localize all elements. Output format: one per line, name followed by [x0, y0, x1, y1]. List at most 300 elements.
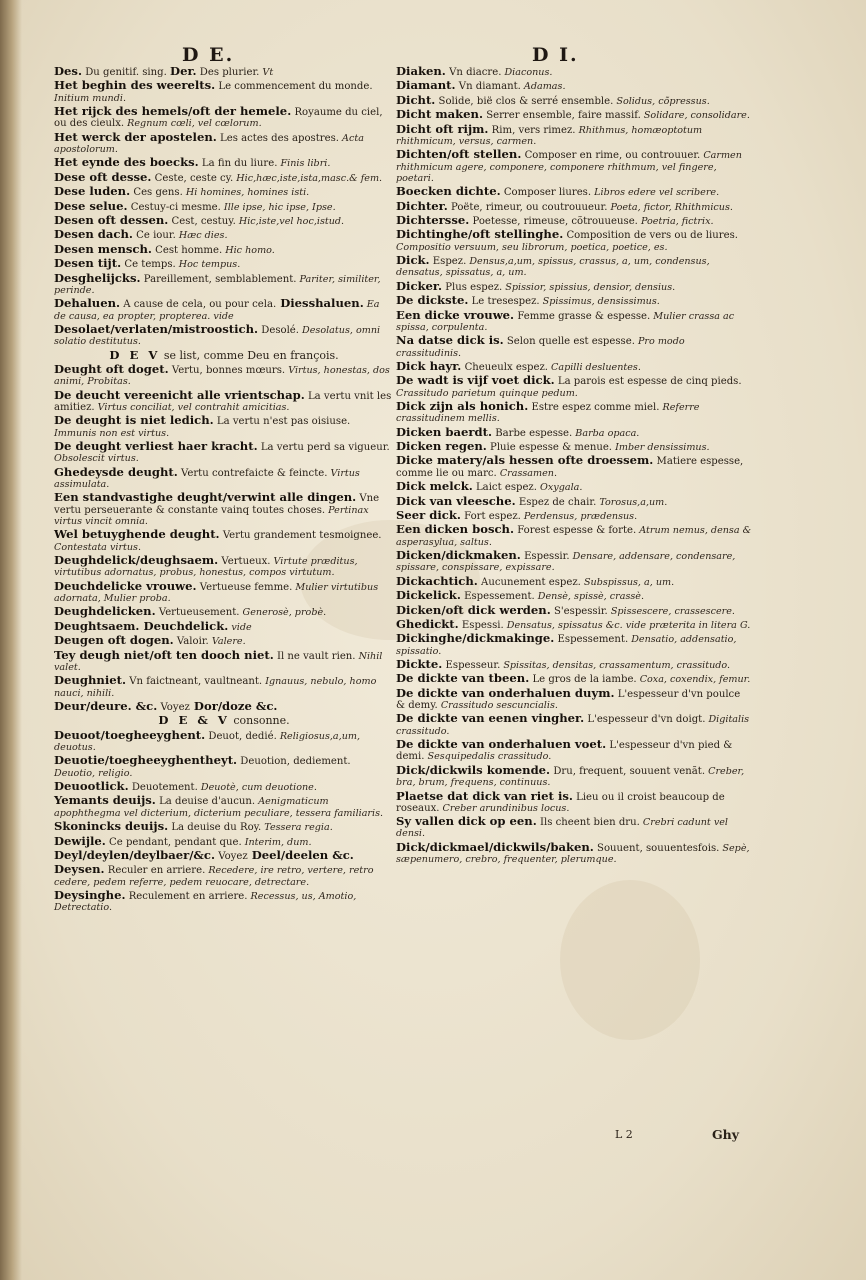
headword: Dor/doze &c.: [189, 698, 278, 713]
latin-gloss: Initium mundi.: [54, 92, 126, 104]
headword: Deugen oft dogen.: [54, 633, 174, 648]
headword: Het eynde des boecks.: [54, 155, 199, 170]
french-gloss: Dru, frequent, souuent venãt.: [550, 765, 706, 777]
headword: Na datse dick is.: [396, 333, 504, 348]
dictionary-entry: [54, 415, 394, 439]
headword: Dick zijn als honich.: [396, 399, 529, 414]
latin-gloss: Atrum nemus, densa & asperasylua, saltus.: [396, 525, 752, 548]
running-head-left: D E.: [182, 44, 235, 66]
latin-gloss: Capilli desluentes.: [547, 361, 641, 373]
french-gloss: Rim, vers rimez.: [488, 124, 576, 136]
headword: Een standvastighe deught/verwint alle dingen.: [54, 490, 357, 505]
french-gloss: La vertu perd sa vigueur.: [257, 442, 390, 453]
french-gloss: La vertu n'est pas oisiuse.: [213, 416, 351, 428]
french-gloss: se list, comme Deu en françois.: [160, 348, 339, 362]
french-gloss: Vn diacre.: [445, 67, 502, 78]
latin-gloss: Carmen rhithmicum agere, componere, componere rhithmum, vel fingere, poetari.: [396, 150, 742, 184]
latin-gloss: Torosus,a,um.: [596, 496, 668, 508]
latin-gloss: Spissitas, densitas, crassamentum, crassitudo.: [500, 659, 731, 671]
dictionary-entry: [396, 335, 752, 359]
latin-gloss: Ea de causa, ea propter, propterea. vide: [54, 299, 380, 322]
headword: Deuchdelicke vrouwe.: [54, 578, 197, 593]
dictionary-entry: [54, 847, 394, 862]
french-gloss: Pluie espesse & menue.: [486, 442, 613, 454]
section-heading: [54, 715, 394, 726]
dictionary-entry: [396, 92, 752, 107]
dictionary-entry: [396, 186, 752, 198]
dictionary-entry: [396, 109, 752, 121]
headword: Desen mensch.: [54, 241, 152, 256]
latin-gloss: Virtus assimulata.: [54, 467, 360, 490]
headword: Dicken/dickmaken.: [396, 548, 521, 563]
french-gloss: Voyez: [215, 850, 248, 862]
dictionary-entry: [54, 864, 394, 888]
french-gloss: Vne vertu perseuerante & constante vainq toutes choses.: [54, 493, 380, 516]
headword: Het werck der apostelen.: [54, 129, 217, 144]
latin-gloss: Referre crassitudinem mellis.: [396, 402, 700, 425]
latin-gloss: Spissescere, crassescere.: [607, 605, 735, 617]
latin-gloss: Spissimus, densissimus.: [539, 296, 660, 308]
headword: Deyl/deylen/deylbaer/&c.: [54, 847, 215, 862]
headword: Dewijle.: [54, 833, 106, 848]
dictionary-entry: [396, 121, 752, 148]
dictionary-entry: [54, 698, 394, 713]
french-gloss: Composer en rime, ou controuuer.: [521, 150, 701, 162]
latin-gloss: Aenigmaticum apophthegma vel dicterium, dicterium peculiare, tessera familiaris.: [54, 796, 384, 819]
latin-gloss: Libros edere vel scribere.: [591, 187, 720, 199]
headword: Deur/deure. &c.: [54, 698, 158, 713]
dictionary-entry: [396, 198, 752, 213]
headword: Dichten/oft stellen.: [396, 147, 522, 162]
french-gloss: Espessi.: [458, 619, 504, 631]
latin-gloss: Vt: [259, 67, 274, 78]
latin-gloss: Hic,iste,vel hoc,istud.: [235, 216, 345, 228]
signature-mark: L 2: [615, 1128, 633, 1141]
french-gloss: La parois est espesse de cinq pieds.: [554, 376, 742, 388]
dictionary-entry: [54, 755, 394, 779]
dictionary-entry: [396, 375, 752, 399]
french-gloss: Il ne vault rien.: [273, 650, 356, 662]
headword: Het beghin des weerelts.: [54, 78, 216, 93]
headword: Deughdelicken.: [54, 604, 156, 619]
dictionary-entry: [396, 215, 752, 227]
dictionary-entry: [54, 578, 394, 605]
latin-gloss: Pertinax virtus vincit omnia.: [54, 504, 369, 527]
latin-gloss: Generosè, probè.: [239, 607, 327, 619]
french-gloss: Des plurier.: [196, 67, 260, 78]
headword: Deysen.: [54, 862, 105, 877]
headword: Dicht oft rijm.: [396, 121, 489, 136]
headword: Deuotie/toegheeyghentheyt.: [54, 753, 238, 768]
french-gloss: Deuotement.: [128, 782, 198, 794]
headword: Dicken regen.: [396, 439, 487, 454]
headword: De deught is niet ledich.: [54, 413, 214, 428]
dictionary-entry: [396, 573, 752, 588]
headword: Deught oft doget.: [54, 361, 169, 376]
dictionary-entry: [54, 270, 394, 297]
french-gloss: Le gros de la iambe.: [529, 674, 637, 686]
latin-gloss: Densus,a,um, spissus, crassus, a, um, condensus, densatus, spissatus, a, um.: [396, 256, 710, 279]
dictionary-entry: [54, 727, 394, 754]
latin-gloss: Creber, bra, brum, frequens, continuus.: [396, 765, 745, 789]
latin-gloss: Tessera regia.: [261, 822, 333, 834]
french-gloss: Lieu ou il croist beaucoup de roseaux.: [396, 791, 725, 814]
dictionary-entry: [54, 241, 394, 256]
latin-gloss: Contestata virtus.: [54, 541, 142, 553]
headword: Dick hayr.: [396, 358, 462, 373]
latin-gloss: Deuotè, cum deuotione.: [197, 782, 317, 794]
headword: Dick van vleesche.: [396, 493, 516, 508]
headword: Deughtsaem.: [54, 618, 140, 633]
dictionary-entry: [396, 255, 752, 279]
latin-gloss: Ignauus, nebulo, homo nauci, nihili.: [54, 676, 377, 699]
headword: Deysinghe.: [54, 887, 126, 902]
headword: Tey deugh niet/oft ten dooch niet.: [54, 647, 274, 662]
latin-gloss: Valere.: [208, 636, 246, 648]
dictionary-entry: [396, 229, 752, 253]
dictionary-entry: [54, 606, 394, 618]
headword: Yemants deuijs.: [54, 793, 156, 808]
latin-gloss: Mulier virtutibus adornata, Mulier proba.: [54, 581, 379, 605]
french-gloss: Vertueux.: [218, 556, 271, 568]
latin-gloss: Virtute præditus, virtutibus adornatus, probus, honestus, compos virtutum.: [54, 556, 358, 579]
headword: Dick/dickmael/dickwils/baken.: [396, 839, 594, 854]
dictionary-entry: [396, 307, 752, 334]
dictionary-entry: [54, 129, 394, 156]
dictionary-entry: [396, 816, 752, 840]
french-gloss: Vertueusement.: [155, 607, 240, 619]
headword: Wel betuyghende deught.: [54, 527, 220, 542]
dictionary-entry: [54, 821, 394, 833]
latin-gloss: Barba opaca.: [572, 427, 640, 439]
french-gloss: Espez.: [429, 256, 467, 268]
latin-gloss: Subspissus, a, um.: [580, 576, 675, 588]
french-gloss: Reculement en arriere.: [125, 890, 248, 902]
french-gloss: Deuotion, dediement.: [237, 756, 351, 768]
headword: Deuoot/toegheeyghent.: [54, 727, 206, 742]
latin-gloss: Acta apostolorum.: [54, 132, 364, 156]
latin-gloss: Nihil valet.: [54, 650, 383, 673]
headword: Desen oft dessen.: [54, 213, 169, 228]
french-gloss: Le tresespez.: [468, 296, 540, 308]
dictionary-entry: [396, 66, 752, 78]
latin-gloss: Immunis non est virtus.: [54, 427, 170, 439]
french-gloss: Aucunement espez.: [477, 576, 581, 588]
headword: Dicht.: [396, 92, 436, 107]
headword: Ghedeysde deught.: [54, 464, 178, 479]
french-gloss: Ce iour.: [132, 230, 176, 242]
dictionary-entry: [396, 455, 752, 479]
dictionary-entry: [396, 633, 752, 657]
headword: Dicker.: [396, 278, 443, 293]
dictionary-entry: [396, 401, 752, 425]
latin-gloss: Recessus, us, Amotio, Detrectatio.: [54, 890, 357, 914]
french-gloss: Ce pendant, pendant que.: [105, 836, 242, 848]
latin-gloss: Solidus, cõpressus.: [613, 95, 710, 107]
dictionary-entry: [54, 887, 394, 914]
latin-gloss: Digitalis crassitudo.: [396, 714, 750, 737]
dictionary-entry: [54, 66, 394, 78]
dictionary-entry: [54, 106, 394, 130]
dictionary-entry: [396, 839, 752, 866]
paper-stain: [560, 880, 700, 1040]
latin-gloss: Recedere, ire retro, vertere, retro cedere, pedem referre, pedem reuocare, detrectare.: [54, 865, 374, 888]
dictionary-entry: [396, 295, 752, 307]
latin-gloss: Finis libri.: [277, 158, 331, 170]
headword: Dick.: [396, 253, 430, 268]
french-gloss: Estre espez comme miel.: [528, 402, 660, 414]
french-gloss: Vertueuse femme.: [196, 581, 293, 593]
latin-gloss: Pariter, similiter, perinde.: [54, 273, 381, 296]
french-gloss: Espesseur.: [442, 659, 501, 671]
dictionary-entry: [54, 555, 394, 579]
latin-gloss: Densatus, spissatus &c. vide præterita in litera G.: [503, 619, 751, 631]
latin-gloss: Compositio versuum, seu librorum, poetica, poetice, es.: [396, 241, 668, 253]
french-gloss: Espessement.: [554, 634, 629, 646]
headword: Boecken dichte.: [396, 184, 501, 199]
dictionary-entry: [396, 493, 752, 508]
headword: Desen tijt.: [54, 256, 122, 271]
french-gloss: S'espessir.: [550, 605, 608, 617]
dictionary-entry: [54, 647, 394, 674]
dictionary-entry: [54, 215, 394, 227]
headword: Dickachtich.: [396, 573, 478, 588]
headword: Der.: [170, 64, 197, 78]
headword: Desghelijcks.: [54, 270, 141, 285]
french-gloss: Cest, cestuy.: [168, 216, 236, 228]
latin-gloss: Regnum cœli, vel cœlorum.: [124, 118, 262, 130]
headword: Dese oft desse.: [54, 169, 152, 184]
french-gloss: consonne.: [229, 714, 290, 728]
french-gloss: Ils cheent bien dru.: [536, 817, 640, 829]
latin-gloss: Imber densissimus.: [612, 442, 710, 454]
headword: Skonincks deuijs.: [54, 819, 169, 834]
dictionary-entry: [396, 524, 752, 548]
french-gloss: Solide, bië clos & serré ensemble.: [435, 95, 614, 107]
latin-gloss: Virtus, honestas, dos animi, Probitas.: [54, 364, 390, 388]
headword: Deughdelick/deughsaem.: [54, 553, 219, 568]
french-gloss: Deuot, dedié.: [205, 730, 277, 742]
french-gloss: Forest espesse & forte.: [514, 525, 637, 537]
french-gloss: Vertu grandement tesmoignee.: [219, 530, 382, 542]
latin-gloss: Perdensus, prædensus.: [520, 510, 638, 522]
french-gloss: Reculer en arriere.: [104, 865, 206, 877]
dictionary-entry: [54, 198, 394, 213]
french-gloss: Barbe espesse.: [492, 427, 573, 439]
headword: De dickte van eenen vingher.: [396, 711, 585, 726]
french-gloss: Composition de vers ou de liures.: [563, 230, 738, 242]
french-gloss: A cause de cela, ou pour cela.: [120, 299, 277, 311]
dictionary-entry: [54, 618, 394, 633]
latin-gloss: Diaconus.: [501, 67, 553, 78]
dictionary-entry: [396, 590, 752, 602]
dictionary-entry: [396, 788, 752, 815]
latin-gloss: Densè, spissè, crassè.: [534, 591, 645, 603]
french-gloss: Cest homme.: [151, 244, 223, 256]
dictionary-entry: [54, 441, 394, 465]
french-gloss: Vertu, bonnes mœurs.: [168, 364, 286, 376]
running-head-right: D I.: [532, 44, 579, 66]
latin-gloss: Virtus conciliat, vel contrahit amicitias.: [94, 401, 290, 413]
headword: Dickte.: [396, 656, 443, 671]
latin-gloss: Hic homo.: [222, 244, 275, 256]
dictionary-entry: [54, 464, 394, 491]
right-column: [396, 66, 752, 868]
headword: Het rijck des hemels/oft der hemele.: [54, 104, 292, 119]
dictionary-entry: [396, 481, 752, 493]
headword: Dickelick.: [396, 588, 461, 603]
headword: Deuchdelick.: [139, 618, 229, 633]
headword: Ghedickt.: [396, 616, 459, 631]
latin-gloss: Desolatus, omni solatio destitutus.: [54, 324, 381, 348]
dictionary-entry: [396, 358, 752, 373]
dictionary-entry: [396, 424, 752, 439]
headword: De dickte van tbeen.: [396, 671, 530, 686]
headword: Dese selue.: [54, 198, 128, 213]
dictionary-entry: [54, 635, 394, 647]
dictionary-entry: [396, 441, 752, 453]
french-gloss: L'espesseur d'vn poulce & demy.: [396, 688, 741, 712]
latin-gloss: Ille ipse, hic ipse, Ipse.: [220, 201, 336, 213]
dictionary-entry: [54, 781, 394, 793]
latin-gloss: Coxa, coxendix, femur.: [636, 674, 751, 686]
headword: Een dicken bosch.: [396, 522, 515, 537]
headword: De deucht vereenicht alle vrientschap.: [54, 387, 305, 402]
french-gloss: Espessir.: [520, 551, 570, 563]
french-gloss: Souuent, souuentesfois.: [593, 842, 720, 854]
dictionary-entry: [54, 258, 394, 270]
latin-gloss: Hoc tempus.: [175, 259, 241, 271]
dictionary-entry: [54, 169, 394, 184]
latin-gloss: Deuotio, religio.: [54, 767, 133, 779]
dictionary-entry: [54, 529, 394, 553]
headword: De dickte van onderhaluen duym.: [396, 685, 615, 700]
french-gloss: Femme grasse & espesse.: [514, 310, 651, 322]
french-gloss: Ces gens.: [130, 187, 183, 199]
headword: Dichtinghe/oft stellinghe.: [396, 227, 564, 242]
headword: Desen dach.: [54, 227, 133, 242]
french-gloss: Ceste, ceste cy.: [151, 172, 234, 184]
headword: Dicken/oft dick werden.: [396, 602, 551, 617]
french-gloss: Royaume du ciel, ou des cieulx.: [54, 107, 383, 130]
dictionary-entry: [54, 80, 394, 104]
dictionary-entry: [396, 685, 752, 712]
french-gloss: Matiere espesse, comme lie ou marc.: [396, 456, 744, 479]
latin-gloss: Creber arundinibus locus.: [439, 802, 570, 814]
french-gloss: Serrer ensemble, faire massif.: [483, 110, 641, 122]
dictionary-entry: [54, 157, 394, 169]
headword: De wadt is vijf voet dick.: [396, 373, 555, 388]
headword: Deuootlick.: [54, 779, 129, 794]
headword: Dichter.: [396, 198, 448, 213]
headword: Dehaluen.: [54, 296, 121, 311]
dictionary-entry: [396, 713, 752, 737]
dictionary-entry: [54, 675, 394, 699]
french-gloss: Cheueulx espez.: [461, 361, 548, 373]
french-gloss: Vn diamant.: [455, 81, 521, 93]
french-gloss: Vn faictneant, vaultneant.: [126, 676, 263, 688]
french-gloss: Fort espez.: [460, 510, 521, 522]
headword: Een dicke vrouwe.: [396, 307, 515, 322]
french-gloss: Espessement.: [460, 591, 535, 603]
latin-gloss: Pro modo crassitudinis.: [396, 336, 685, 359]
dictionary-entry: [54, 298, 394, 322]
french-gloss: Laict espez.: [472, 482, 537, 494]
latin-gloss: Sesquipedalis crassitudo.: [424, 751, 552, 763]
left-column: [54, 66, 394, 916]
latin-gloss: Mulier crassa ac spissa, corpulenta.: [396, 310, 735, 333]
dictionary-entry: [396, 507, 752, 522]
headword: Desolaet/verlaten/mistroostich.: [54, 321, 259, 336]
dictionary-entry: [396, 550, 752, 574]
dictionary-entry: [54, 833, 394, 848]
latin-gloss: Hi homines, homines isti.: [182, 187, 310, 199]
latin-gloss: Spissior, spissius, densior, densius.: [502, 281, 676, 293]
headword: D E V: [109, 347, 161, 362]
latin-gloss: Oxygala.: [536, 482, 583, 494]
dictionary-entry: [54, 795, 394, 819]
french-gloss: Pareillement, semblablement.: [140, 273, 297, 285]
latin-gloss: Poetria, fictrix.: [637, 216, 714, 228]
latin-gloss: Crebri cadunt vel densi.: [396, 817, 729, 840]
french-gloss: Vertu contrefaicte & feincte.: [177, 467, 328, 479]
headword: Des.: [54, 64, 82, 78]
french-gloss: Plus espez.: [442, 281, 503, 293]
latin-gloss: Religiosus,a,um, deuotus.: [54, 730, 361, 753]
latin-gloss: Solidare, consolidare.: [640, 110, 750, 122]
french-gloss: Poëte, rimeur, ou coutrouueur.: [447, 201, 608, 213]
french-gloss: La deuise d'aucun.: [155, 796, 256, 808]
french-gloss: La deuise du Roy.: [168, 822, 262, 834]
headword: Dick/dickwils komende.: [396, 762, 551, 777]
headword: Dese luden.: [54, 184, 131, 199]
headword: Deughniet.: [54, 673, 126, 688]
dictionary-entry: [396, 673, 752, 685]
dictionary-entry: [396, 278, 752, 293]
latin-gloss: Sepè, sæpenumero, crebro, frequenter, plerumque.: [396, 842, 750, 866]
latin-gloss: Crassamen.: [496, 467, 558, 479]
french-gloss: Valoir.: [173, 636, 209, 648]
dictionary-entry: [396, 80, 752, 92]
latin-gloss: Rhithmus, homæoptotum rhithmicum, versus, carmen.: [396, 124, 703, 147]
binding-gutter: [0, 0, 22, 1280]
headword: Dickinghe/dickmakinge.: [396, 631, 555, 646]
dictionary-entry: [396, 762, 752, 789]
section-heading: [54, 347, 394, 362]
dictionary-entry: [396, 149, 752, 184]
headword: D E & V: [158, 713, 230, 728]
latin-gloss: Interim, dum.: [241, 836, 312, 848]
dictionary-entry: [54, 492, 394, 527]
dictionary-entry: [54, 229, 394, 241]
headword: De dickte van onderhaluen voet.: [396, 737, 607, 752]
headword: Plaetse dat dick van riet is.: [396, 788, 573, 803]
latin-gloss: vide: [228, 621, 252, 633]
latin-gloss: Densare, addensare, condensare, spissare, conspissare, expissare.: [396, 551, 736, 574]
dictionary-entry: [54, 387, 394, 414]
headword: De dickste.: [396, 293, 469, 308]
french-gloss: L'espesseur d'vn pied & demi.: [396, 740, 733, 763]
headword: Dicken baerdt.: [396, 424, 492, 439]
latin-gloss: Poeta, fictor, Rhithmicus.: [607, 201, 733, 213]
french-gloss: La vertu vnit les amitiez.: [54, 390, 392, 413]
dictionary-entry: [396, 739, 752, 763]
headword: Dicke matery/als hessen ofte droessem.: [396, 453, 654, 468]
headword: Sy vallen dick op een.: [396, 814, 537, 829]
french-gloss: Desolé.: [258, 324, 299, 336]
dictionary-entry: [54, 186, 394, 198]
dictionary-entry: [396, 602, 752, 617]
